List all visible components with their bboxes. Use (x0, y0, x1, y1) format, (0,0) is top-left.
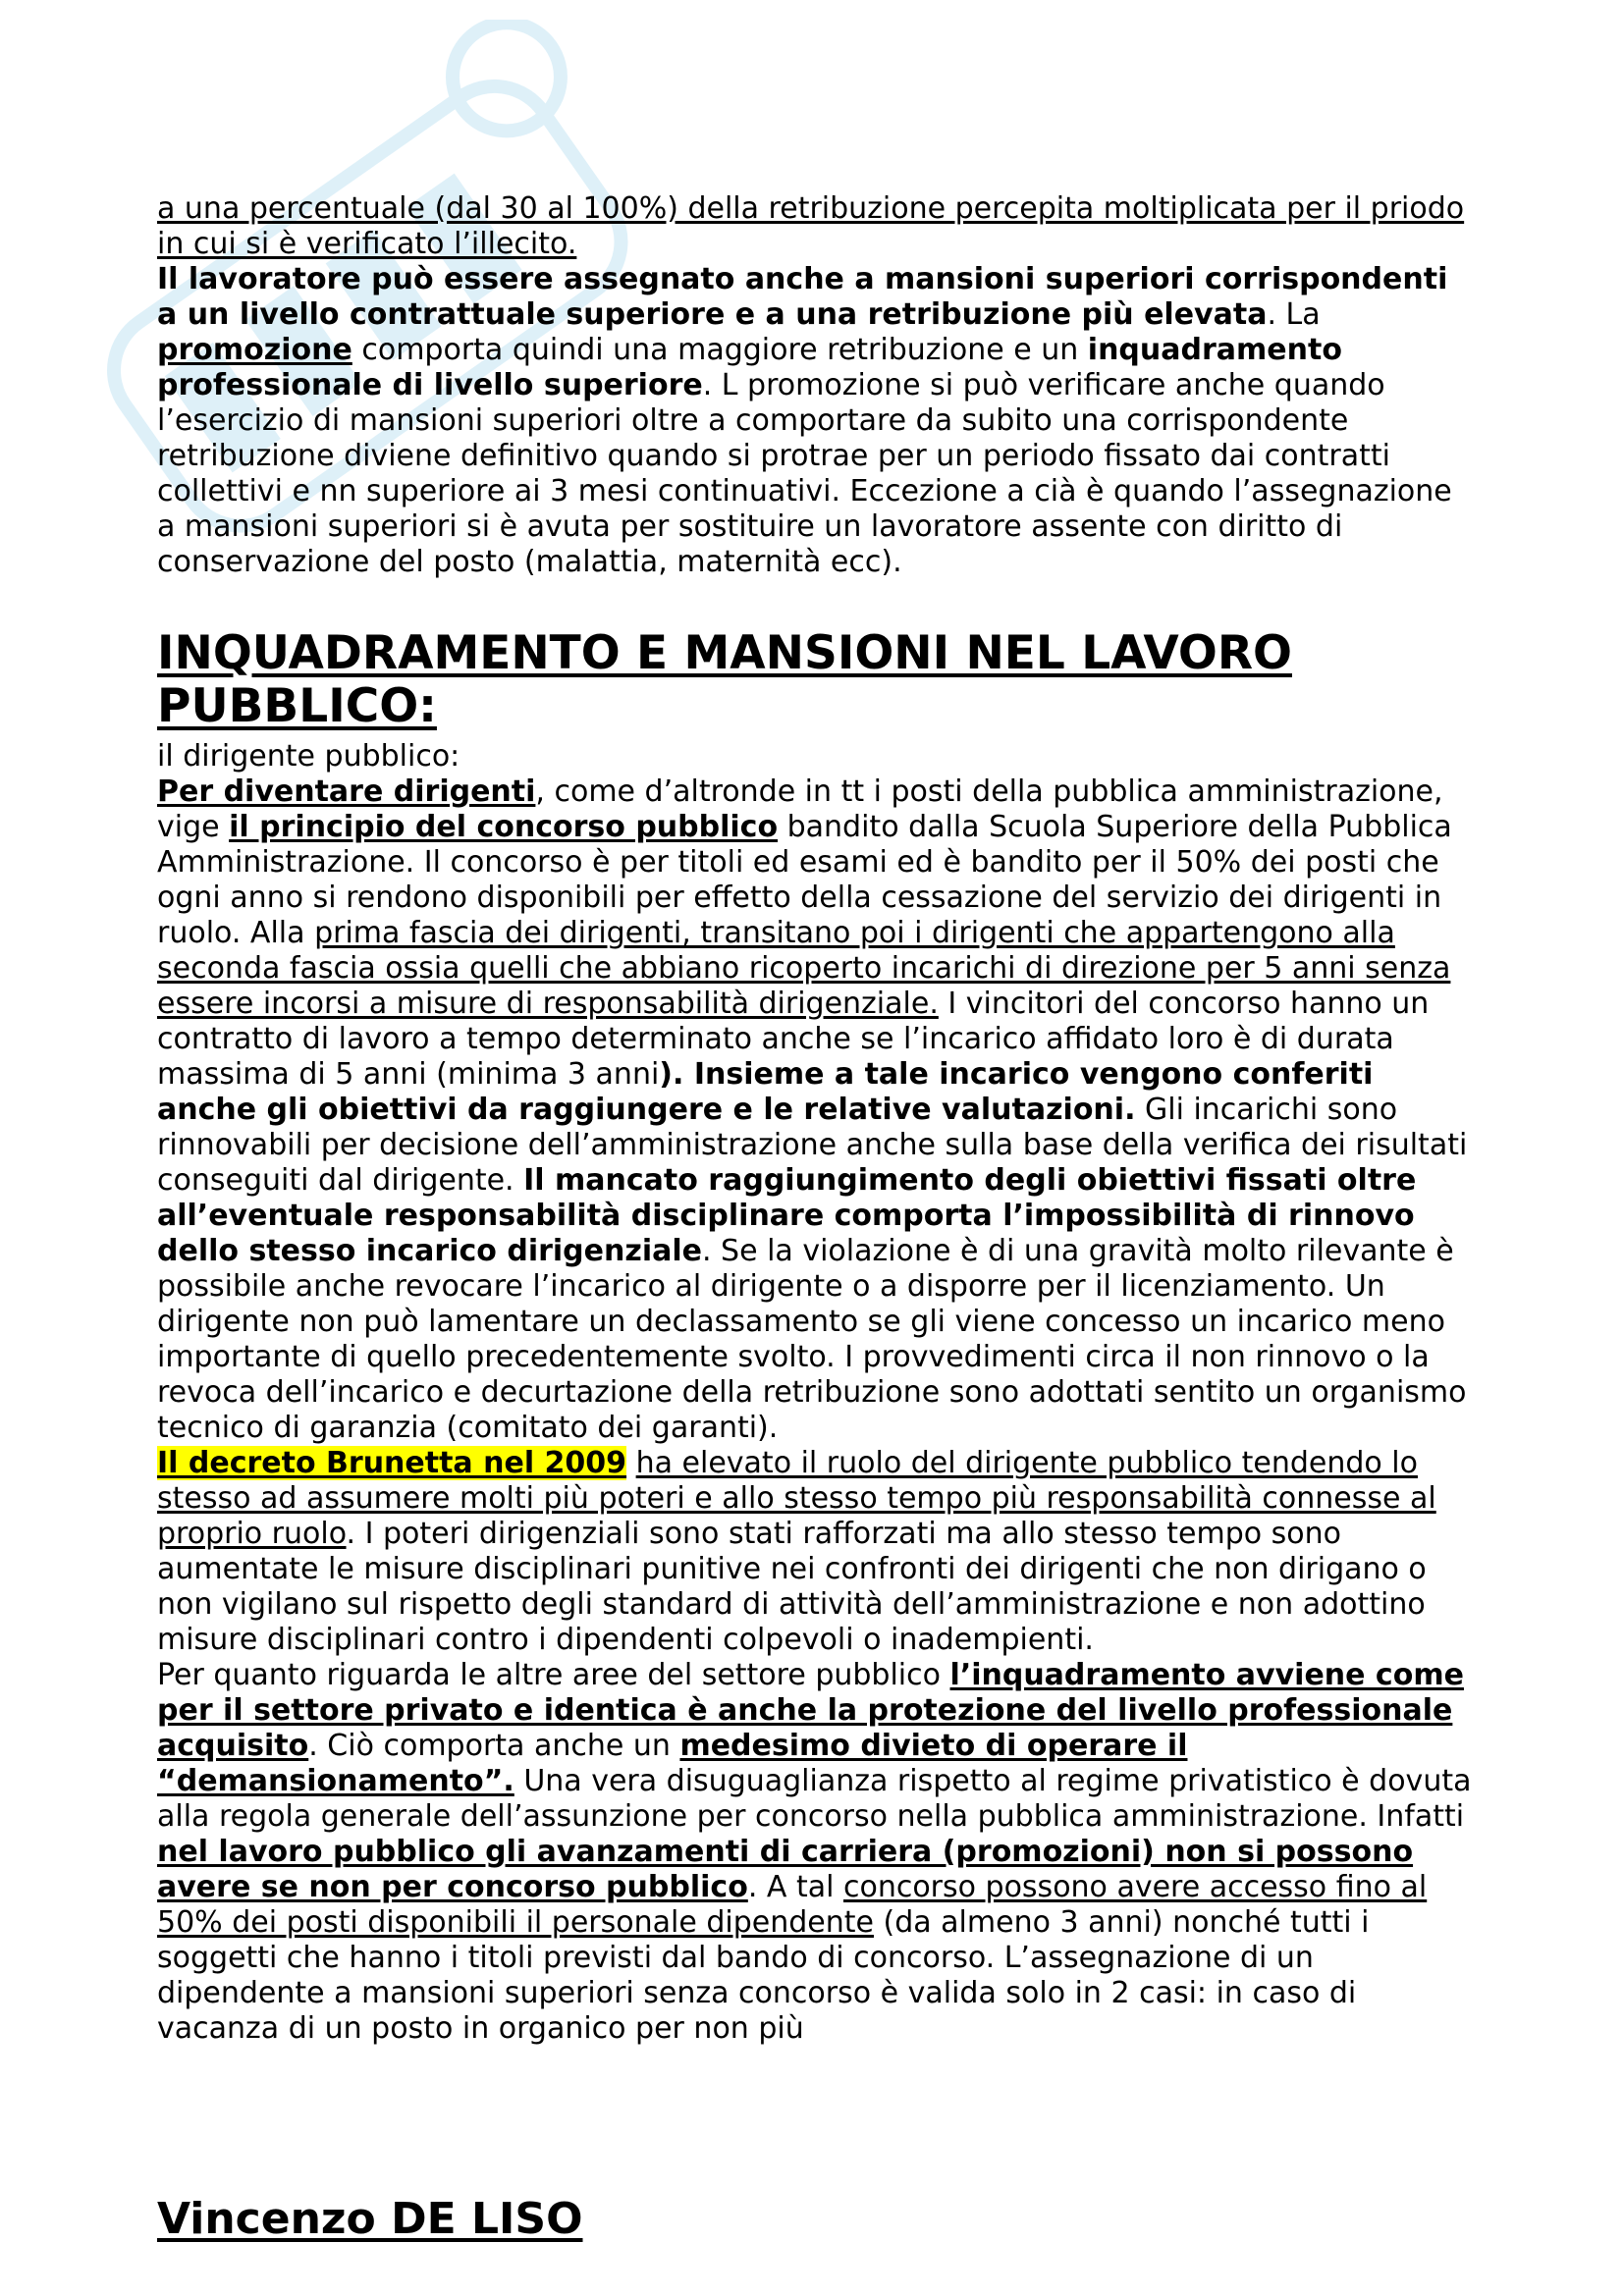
text-span: comporta quindi una maggiore retribuzione e un (352, 333, 1088, 367)
mancato-raggiungimento-bold-text: Il mancato raggiungimento degli obiettivi fissati oltre all’eventuale responsabilità disciplinare comporta l’impossibilità di rinnovo dello stesso incarico dirigenziale (157, 1163, 1417, 1268)
text-span: . L promozione si può verificare anche quando l’esercizio di mansioni superiori oltre a comportare da subito una corrispondente retribuzione diviene definitivo quando si protrae per un periodo fissato dai contratti collettivi e nn superiore ai 3 mesi continuativi. Eccezione a cià è quando l’assegnazione a mansioni superiori si è avuta per sostituire un lavoratore assente con diritto di conservazione del posto (malattia, maternità ecc). (157, 368, 1452, 579)
promozione-term: promozione (157, 333, 352, 367)
paragraph-penalty (157, 191, 1473, 262)
brunetta-underlined-text: ha elevato il ruolo del dirigente pubblico tendendo lo stesso ad assumere molti più poteri e allo stesso tempo più responsabilità connesse al proprio ruolo (157, 1446, 1436, 1551)
text-span: Una vera disuguaglianza rispetto al regime privatistico è dovuta alla regola generale dell’assunzione per concorso nella pubblica amministrazione. Infatti (157, 1764, 1472, 1834)
inquadramento-settore-text: l’inquadramento avviene come per il settore privato e identica è anche la protezione del livello professionale acquisito (157, 1658, 1464, 1763)
text-span: Per quanto riguarda le altre aree del settore pubblico (157, 1658, 950, 1692)
concorso-principle-term: il principio del concorso pubblico (229, 810, 779, 844)
inquadramento-term: inquadramento professionale di livello superiore (157, 333, 1342, 402)
document-body (157, 191, 1473, 2047)
obiettivi-bold-text: ). Insieme a tale incarico vengono conferiti anche gli obiettivi da raggiungere e le relative valutazioni. (157, 1057, 1374, 1127)
text-span: . Se la violazione è di una gravità molto rilevante è possibile anche revocare l’incarico al dirigente o a disporre per il licenziamento. Un dirigente non può lamentare un declassamento se gli viene concesso un incarico meno importante di quello precedentemente svolto. I provvedimenti circa il non rinnovo o la revoca dell’incarico e decurtazione della retribuzione sono adottati sentito un organismo tecnico di garanzia (comitato dei garanti). (157, 1234, 1467, 1445)
text-span: , come d’altronde in tt i posti della pubblica amministrazione, vige (157, 774, 1443, 844)
text-span: (da almeno 3 anni) nonché tutti i soggetti che hanno i titoli previsti dal bando di concorso. L’assegnazione di un dipendente a mansioni superiori senza concorso è valida solo in 2 casi: in caso di vacanza di un posto in organico per non più (157, 1905, 1370, 2046)
text-span: . I poteri dirigenziali sono stati rafforzati ma allo stesso tempo sono aumentate le misure disciplinari punitive nei confronti dei dirigenti che non dirigano o non vigilano sul rispetto degli standard di attività dell’amministrazione e non adottino misure disciplinari contro i dipendenti colpevoli o inadempienti. (157, 1517, 1427, 1657)
penalty-text: a una percentuale (dal 30 al 100%) della retribuzione percepita moltiplicata per il priodo in cui si è verificato l’illecito. (157, 191, 1465, 261)
paragraph-brunetta (157, 1446, 1473, 1658)
text-span: Gli incarichi sono rinnovabili per decisione dell’amministrazione anche sulla base della verifica dei risultati conseguiti dal dirigente. (157, 1093, 1468, 1198)
section-subtitle: il dirigente pubblico: (157, 739, 460, 774)
text-span: I vincitori del concorso hanno un contratto di lavoro a tempo determinato anche se l’incarico affidato loro è di durata massima di 5 anni (minima 3 anni (157, 987, 1430, 1092)
text-span: bandito dalla Scuola Superiore della Pubblica Amministrazione. Il concorso è per titoli ed esami ed è bandito per il 50% dei posti che ogni anno si rendono disponibili per effetto della cessazione del servizio dei dirigenti in ruolo. Alla (157, 810, 1452, 950)
text-span: . Ciò comporta anche un (308, 1729, 680, 1763)
paragraph-dirigenti (157, 774, 1473, 1446)
text-span (626, 1446, 636, 1480)
promotion-bold-intro: Il lavoratore può essere assegnato anche a mansioni superiori corrispondenti a un livello contrattuale superiore e a una retribuzione più elevata (157, 262, 1448, 332)
author-name: Vincenzo DE LISO (157, 2194, 583, 2244)
dirigenti-term: Per diventare dirigenti (157, 774, 536, 809)
text-span: . La (1267, 297, 1321, 332)
text-span: . A tal (747, 1870, 843, 1904)
section-heading: INQUADRAMENTO E MANSIONI NEL LAVORO PUBBLICO: (157, 626, 1292, 733)
paragraph-altre-aree (157, 1658, 1473, 2047)
paragraph-promotion (157, 262, 1473, 580)
brunetta-highlight: Il decreto Brunetta nel 2009 (157, 1446, 627, 1480)
avanzamenti-carriera-text: nel lavoro pubblico gli avanzamenti di carriera (promozioni) non si possono avere se non per concorso pubblico (157, 1835, 1414, 1904)
prima-fascia-text: prima fascia dei dirigenti, transitano poi i dirigenti che appartengono alla seconda fascia ossia quelli che abbiano ricoperto incarichi di direzione per 5 anni senza essere incorsi a misure di responsabilità dirigenziale. (157, 916, 1451, 1021)
demansionamento-text: medesimo divieto di operare il “demansionamento”. (157, 1729, 1188, 1798)
concorso-accesso-text: concorso possono avere accesso fino al 50% dei posti disponibili il personale dipendente (157, 1870, 1428, 1940)
